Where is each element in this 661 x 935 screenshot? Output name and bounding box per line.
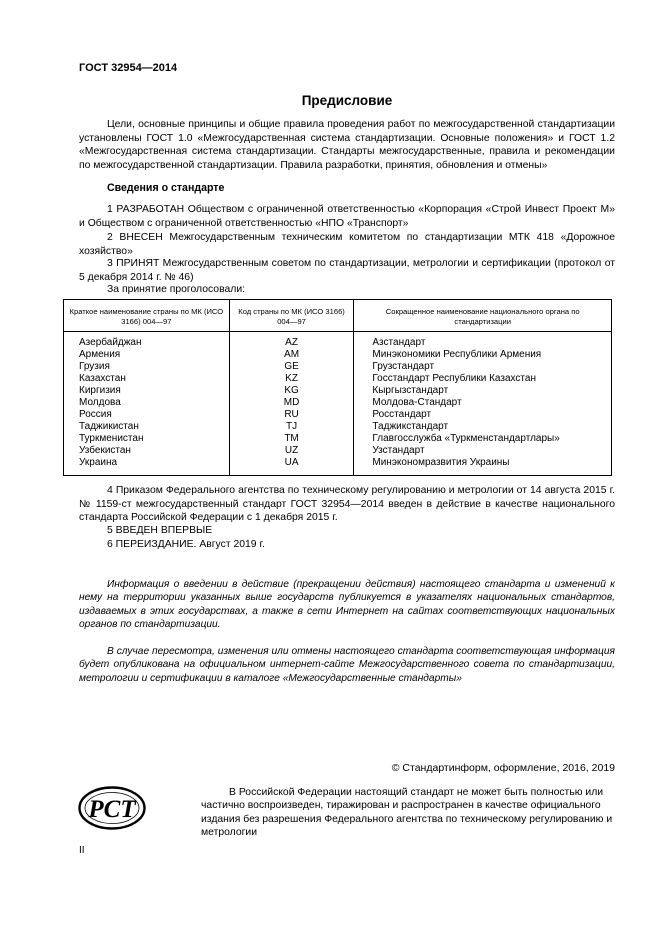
table-row — [64, 457, 612, 476]
country-name-cell: Азербайджан — [64, 332, 230, 350]
country-name-cell: Молдова — [64, 397, 230, 409]
country-code-cell: TJ — [229, 421, 354, 433]
intro-paragraph: Цели, основные принципы и общие правила проведения работ по межгосударственной стандартизации установлены ГОСТ 1.0 «Межгосударственная система стандартизации. Основные положения» и ГОСТ 1.2 «Межгосударственная система стандартизации. Стандарты межгосударственные, правила и рекомендации по межгосударственной стандартизации. Правила разработки, принятия, обновления и отмены» — [79, 119, 615, 171]
country-name-cell: Грузия — [64, 361, 230, 373]
country-code-cell: AM — [229, 349, 354, 361]
voted-label: За принятие проголосовали: — [107, 284, 246, 295]
pct-logo-icon — [78, 786, 146, 830]
standards-body-cell: Росстандарт — [354, 409, 612, 421]
copyright-notice: В Российской Федерации настоящий стандарт не может быть полностью или частично воспроизведен, тиражирован и распространен в качестве официального издания без разрешения Федерального агентства по техническому регулированию и метрологии — [201, 787, 613, 839]
standards-body-cell: Кыргызстандарт — [354, 385, 612, 397]
item-developed-by: 1 РАЗРАБОТАН Обществом с ограниченной ответственностью «Корпорация «Строй Инвест Проект М» и Обществом с ограниченной ответственностью «НПО «Транспорт» — [79, 204, 615, 229]
table-row — [64, 332, 612, 350]
item-submitted-by: 2 ВНЕСЕН Межгосударственным техническим комитетом по стандартизации МТК 418 «Дорожное хозяйство» — [79, 232, 615, 257]
item-first-introduced: 5 ВВЕДЕН ВПЕРВЫЕ — [107, 525, 213, 536]
item-order: 4 Приказом Федерального агентства по техническому регулированию и метрологии от 14 августа 2015 г. № 1159-ст межгосударственный стандарт ГОСТ 32954—2014 введен в действие в качестве национального стандарта Российской Федерации с 1 декабря 2015 г. — [79, 485, 615, 524]
country-name-cell: Туркменистан — [64, 433, 230, 445]
country-code-cell: MD — [229, 397, 354, 409]
section-heading: Сведения о стандарте — [107, 182, 225, 194]
standards-body-cell: Госстандарт Республики Казахстан — [354, 373, 612, 385]
voting-countries-table — [63, 299, 612, 476]
country-code-cell: KG — [229, 385, 354, 397]
country-name-cell: Армения — [64, 349, 230, 361]
column-header-standards-body: Сокращенное наименование национального органа по стандартизации — [354, 300, 612, 332]
country-code-cell: TM — [229, 433, 354, 445]
country-code-cell: UA — [229, 457, 354, 476]
standards-body-cell: Грузстандарт — [354, 361, 612, 373]
column-header-country: Краткое наименование страны по МК (ИСО 3166) 004—97 — [64, 300, 230, 332]
table-row — [64, 409, 612, 421]
country-code-cell: UZ — [229, 445, 354, 457]
country-name-cell: Узбекистан — [64, 445, 230, 457]
country-code-cell: AZ — [229, 332, 354, 350]
country-code-cell: GE — [229, 361, 354, 373]
page-title: Предисловие — [301, 93, 393, 108]
country-name-cell: Казахстан — [64, 373, 230, 385]
table-row — [64, 349, 612, 361]
table-row — [64, 445, 612, 457]
country-code-cell: RU — [229, 409, 354, 421]
column-header-code: Код страны по МК (ИСО 3166) 004—97 — [229, 300, 354, 332]
item-adopted-by: 3 ПРИНЯТ Межгосударственным советом по стандартизации, метрологии и сертификации (протокол от 5 декабря 2014 г. № 46) — [79, 258, 615, 283]
standards-body-cell: Таджикстандарт — [354, 421, 612, 433]
standards-body-cell: Узстандарт — [354, 445, 612, 457]
country-name-cell: Таджикистан — [64, 421, 230, 433]
table-row — [64, 433, 612, 445]
page-number: II — [79, 845, 85, 856]
pct-certification-logo — [78, 786, 146, 830]
country-name-cell: Киргизия — [64, 385, 230, 397]
country-name-cell: Россия — [64, 409, 230, 421]
standards-body-cell: Главгосслужба «Туркменстандартлары» — [354, 433, 612, 445]
info-paragraph-2: В случае пересмотра, изменения или отмены настоящего стандарта соответствующая информация будет опубликована на официальном интернет-сайте Межгосударственного совета по стандартизации, метрологии и сертификации в каталоге «Межгосударственные стандарты» — [79, 646, 615, 684]
standards-body-cell: Минэкономики Республики Армения — [354, 349, 612, 361]
country-name-cell: Украина — [64, 457, 230, 476]
table-row — [64, 373, 612, 385]
logo-text: РСТ — [88, 796, 136, 823]
table-row — [64, 385, 612, 397]
standards-body-cell: Азстандарт — [354, 332, 612, 350]
info-paragraph-1: Информация о введении в действие (прекращении действия) настоящего стандарта и изменений к нему на территории указанных выше государств публикуется в указателях национальных стандартов, издаваемых в этих государствах, а также в сети Интернет на сайтах соответствующих национальных органов по стандартизации. — [79, 579, 615, 631]
item-reissue: 6 ПЕРЕИЗДАНИЕ. Август 2019 г. — [107, 539, 265, 550]
standards-body-cell: Минэкономразвития Украины — [354, 457, 612, 476]
table-row — [64, 361, 612, 373]
country-code-cell: KZ — [229, 373, 354, 385]
standards-body-cell: Молдова-Стандарт — [354, 397, 612, 409]
copyright-line: © Стандартинформ, оформление, 2016, 2019 — [391, 762, 615, 774]
table-row — [64, 421, 612, 433]
table-header-row — [64, 300, 612, 332]
table-row — [64, 397, 612, 409]
document-id: ГОСТ 32954—2014 — [79, 62, 178, 74]
